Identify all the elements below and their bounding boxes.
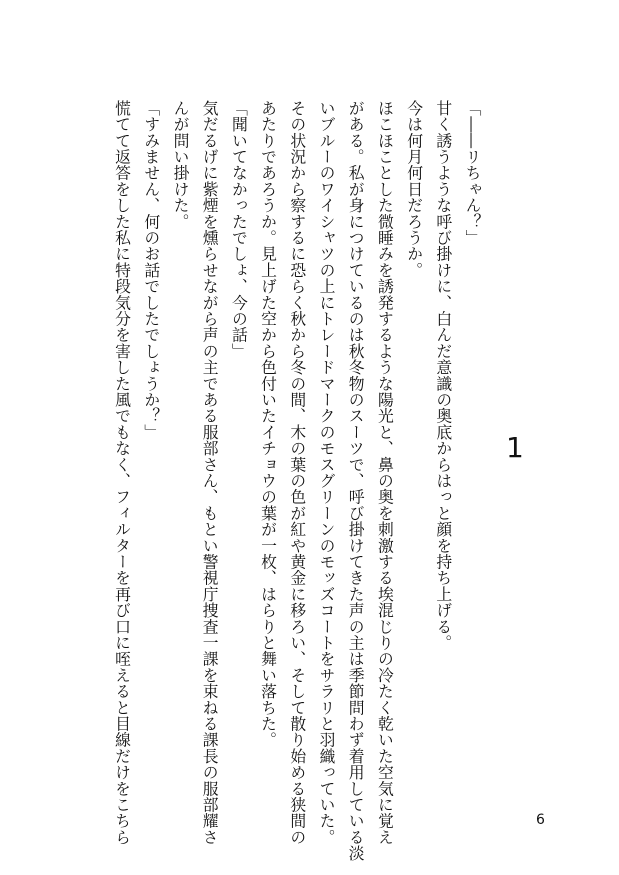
text-line: ほこほことした微睡みを誘発するような陽光と、鼻の奥を刺激する埃混じりの冷たく乾いた空気に覚え [375, 100, 395, 846]
text-line: 「すみません、何のお話でしたでしょうか？」 [141, 100, 161, 441]
text-line: 今は何月何日だろうか。 [404, 100, 424, 279]
chapter-number: 1 [506, 431, 524, 464]
text-line: いブルーのワイシャツの上にトレードマークのモスグリーンのモッズコートをサラリと羽織っていた。 [316, 100, 336, 846]
page-number: 6 [536, 812, 545, 828]
text-line: その状況から察するに恐らく秋から冬の間、木の葉の色が紅や黄金に移ろい、そして散り始める狭間の [287, 100, 307, 846]
text-line: 甘く誘うような呼び掛けに、白んだ意識の奥底からはっと顔を持ち上げる。 [433, 100, 453, 651]
body-text [107, 100, 487, 862]
text-line: 慌てて返答をした私に特段気分を害した風でもなく、フィルターを再び口に咥えると目線だけをこちら [112, 100, 132, 846]
text-line: 「――リちゃん？」 [463, 100, 482, 246]
text-line: がある。私が身につけているのは秋冬物のスーツで、呼び掛けてきた声の主は季節問わず着用している淡 [346, 100, 366, 862]
text-line: 気だるげに紫煙を燻らせながら声の主である服部さん、もとい警視庁捜査一課を束ねる課長の服部耀さ [200, 100, 220, 846]
text-line: んが問い掛けた。 [170, 100, 190, 230]
text-line: 「聞いてなかったでしょ、今の話」 [229, 100, 249, 360]
text-line: あたりであろうか。見上げた空から色付いたイチョウの葉が一枚、はらりと舞い落ちた。 [258, 100, 278, 748]
